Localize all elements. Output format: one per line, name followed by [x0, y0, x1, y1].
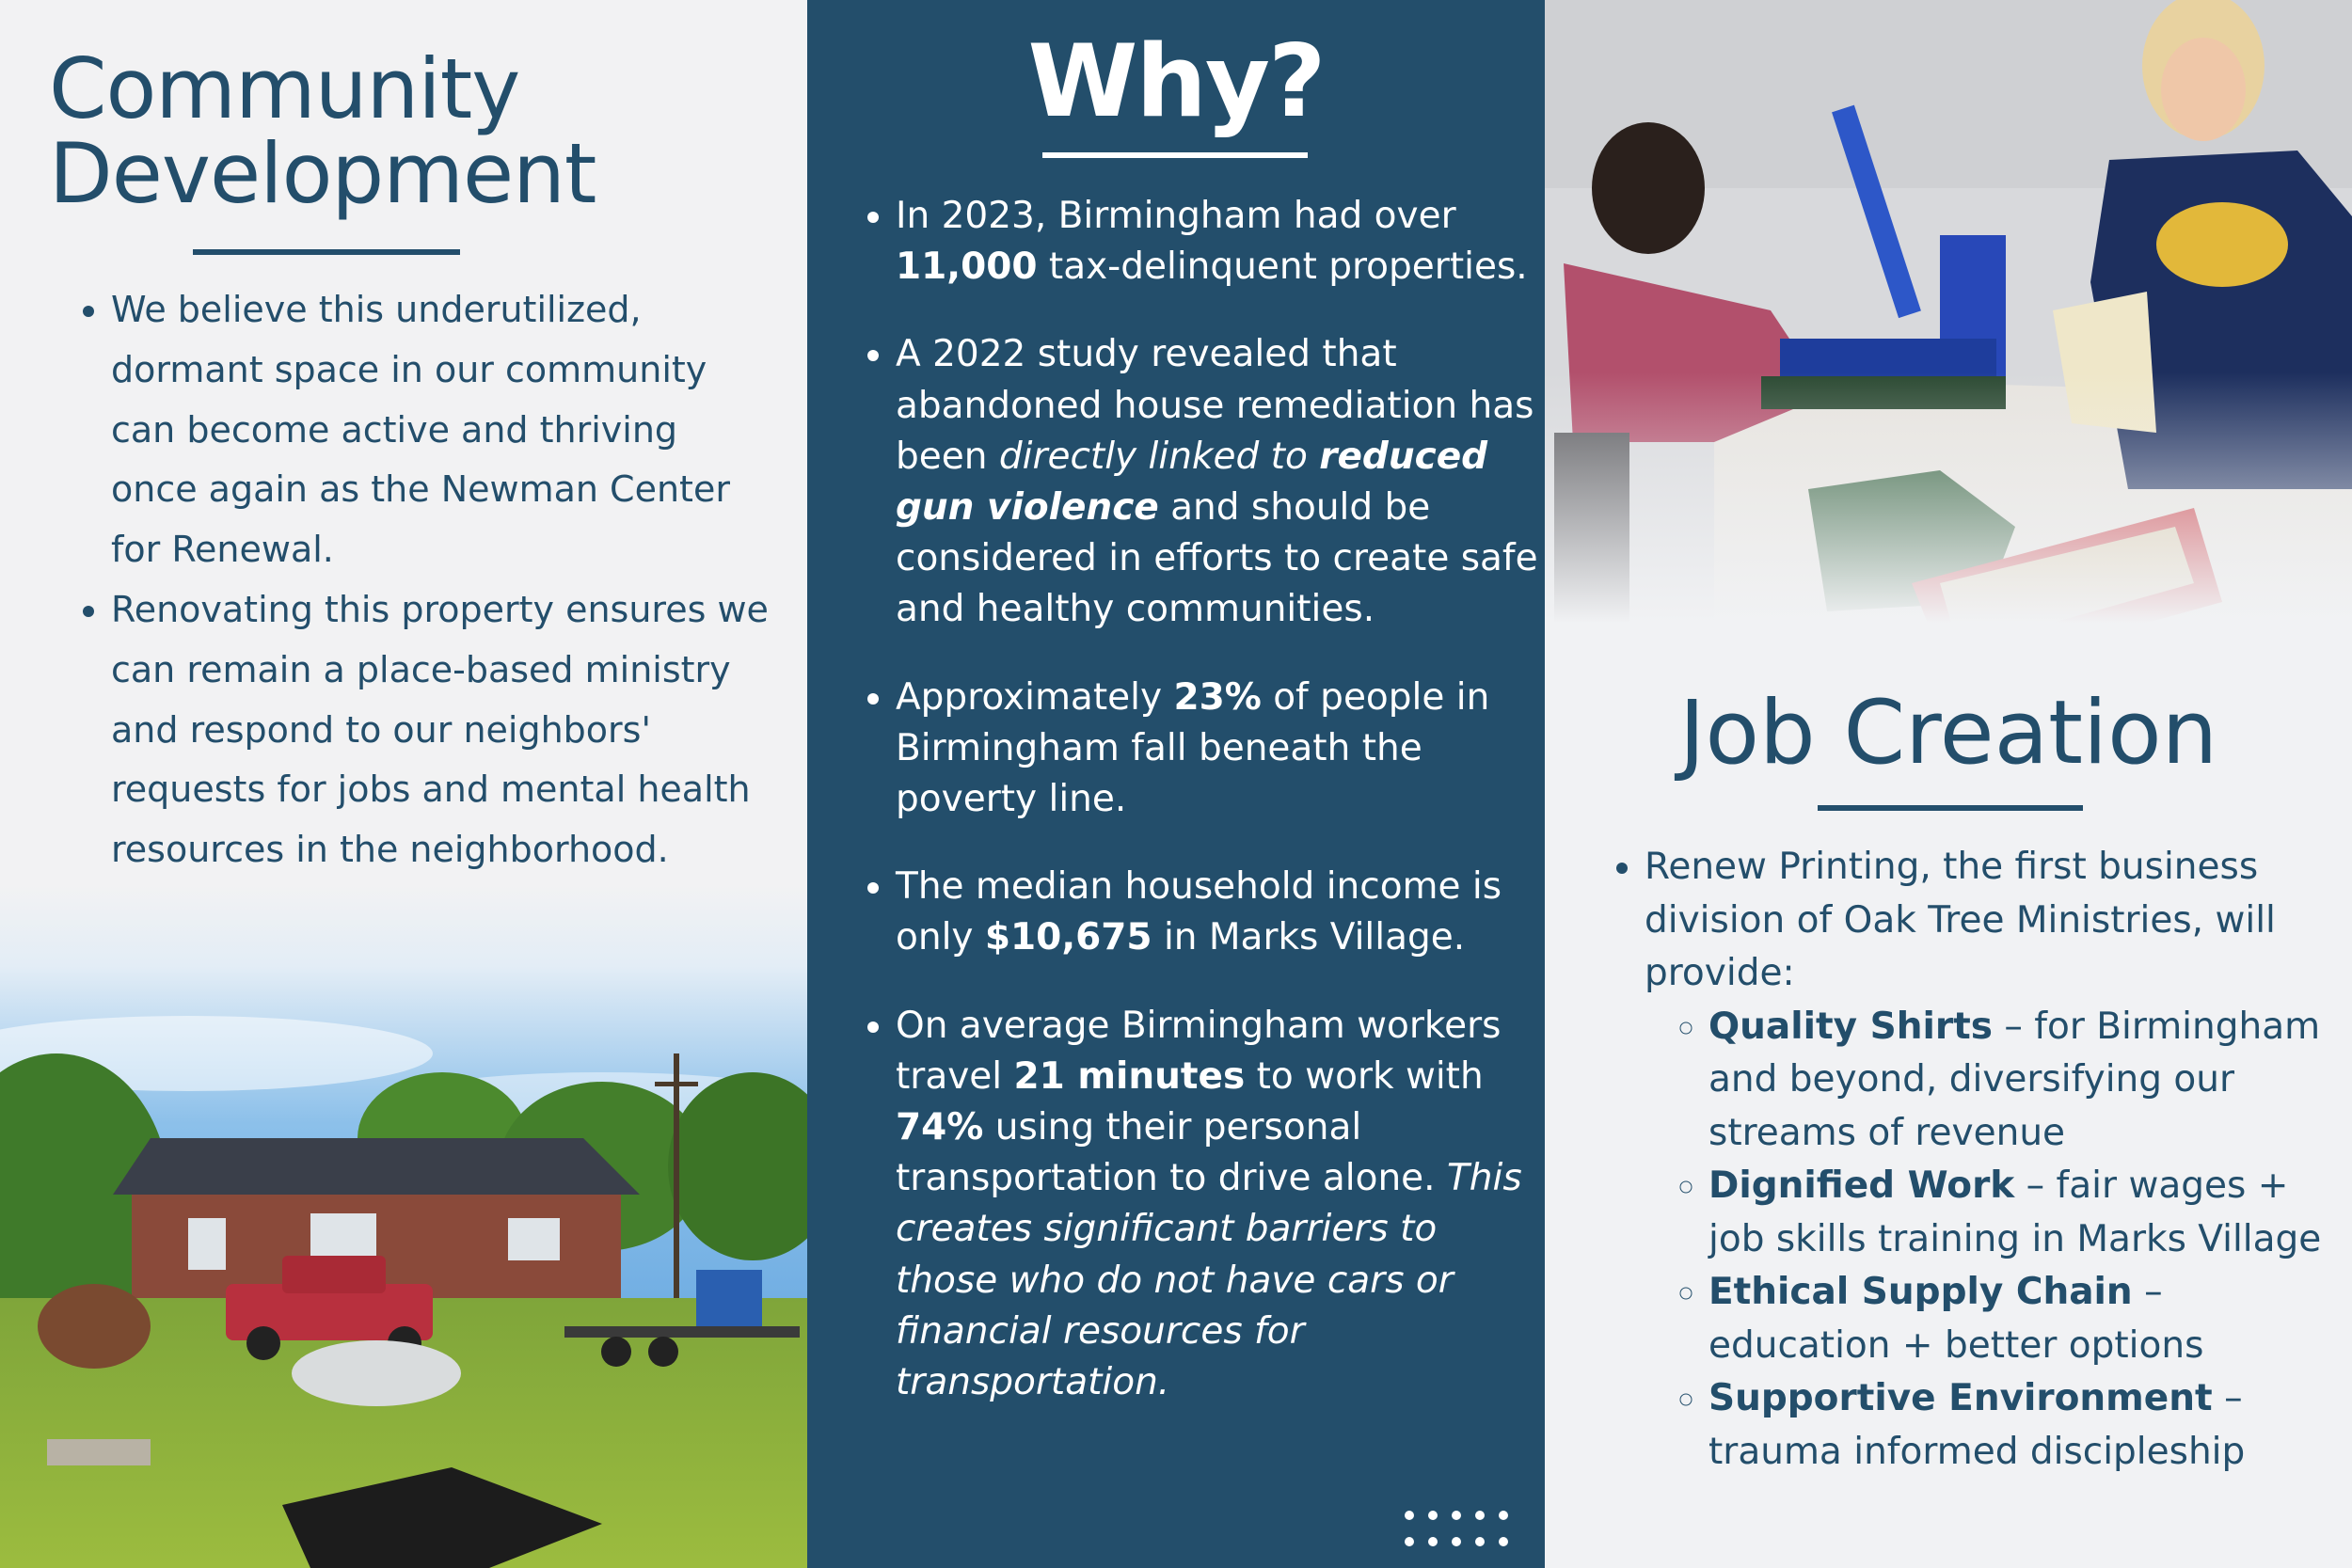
decorative-dots: [1402, 1508, 1524, 1555]
title-underline: [1042, 152, 1308, 158]
list-item: • Renew Printing, the first business division of Oak Tree Ministries, will provide: ◦ Quality Shirts – for Birmingham and beyond, diversifying our streams of revenue ◦ Dignified Work – fair wages + job skills training in Marks Village ◦ Ethical Supply Chain – education + better options ◦ Supportive Environment – trauma informed discipleship: [1645, 841, 2350, 1479]
why-panel: [807, 0, 1545, 1568]
list-item: ◦ Ethical Supply Chain – education + better options: [1708, 1266, 2350, 1372]
job-benefits-sublist: [1645, 1001, 2350, 1480]
why-title: Why?: [1027, 24, 1325, 139]
list-item: ◦ Dignified Work – fair wages + job skills training in Marks Village: [1708, 1160, 2350, 1266]
list-item: • The median household income is only $10,675 in Marks Village.: [896, 862, 1545, 963]
community-bullet-list: [75, 280, 770, 880]
list-item: ◦ Quality Shirts – for Birmingham and beyond, diversifying our streams of revenue: [1708, 1001, 2350, 1161]
title-underline: [1818, 805, 2083, 811]
list-item: • Approximately 23% of people in Birmingham fall beneath the poverty line.: [896, 673, 1545, 826]
list-item: • We believe this underutilized, dormant space in our community can become active and thriving once again as the Newman Center for Renewal.: [111, 280, 770, 580]
title-underline: [193, 249, 460, 255]
property-yard-photo: [0, 884, 807, 1568]
job-creation-title: Job Creation: [1678, 682, 2218, 784]
list-item: • A 2022 study revealed that abandoned house remediation has been directly linked to reduced gun violence and should be considered in efforts to create safe and healthy communities.: [896, 329, 1545, 635]
community-development-title: Community Development: [49, 40, 596, 222]
job-creation-list: [1611, 841, 2350, 1479]
list-item: • In 2023, Birmingham had over 11,000 tax-delinquent properties.: [896, 191, 1545, 293]
list-item: • Renovating this property ensures we can remain a place-based ministry and respond to our neighbors' requests for jobs and mental health resources in the neighborhood.: [111, 580, 770, 880]
job-creation-panel: [1545, 0, 2352, 1568]
why-bullet-list: [864, 191, 1545, 1445]
community-development-panel: [0, 0, 807, 1568]
list-item: • On average Birmingham workers travel 21 minutes to work with 74% using their personal transportation to drive alone. This creates significant barriers to those who do not have cars or financial resources for transportation.: [896, 1001, 1545, 1409]
list-item: ◦ Supportive Environment – trauma informed discipleship: [1708, 1372, 2350, 1479]
screen-printing-photo: [1545, 0, 2352, 677]
